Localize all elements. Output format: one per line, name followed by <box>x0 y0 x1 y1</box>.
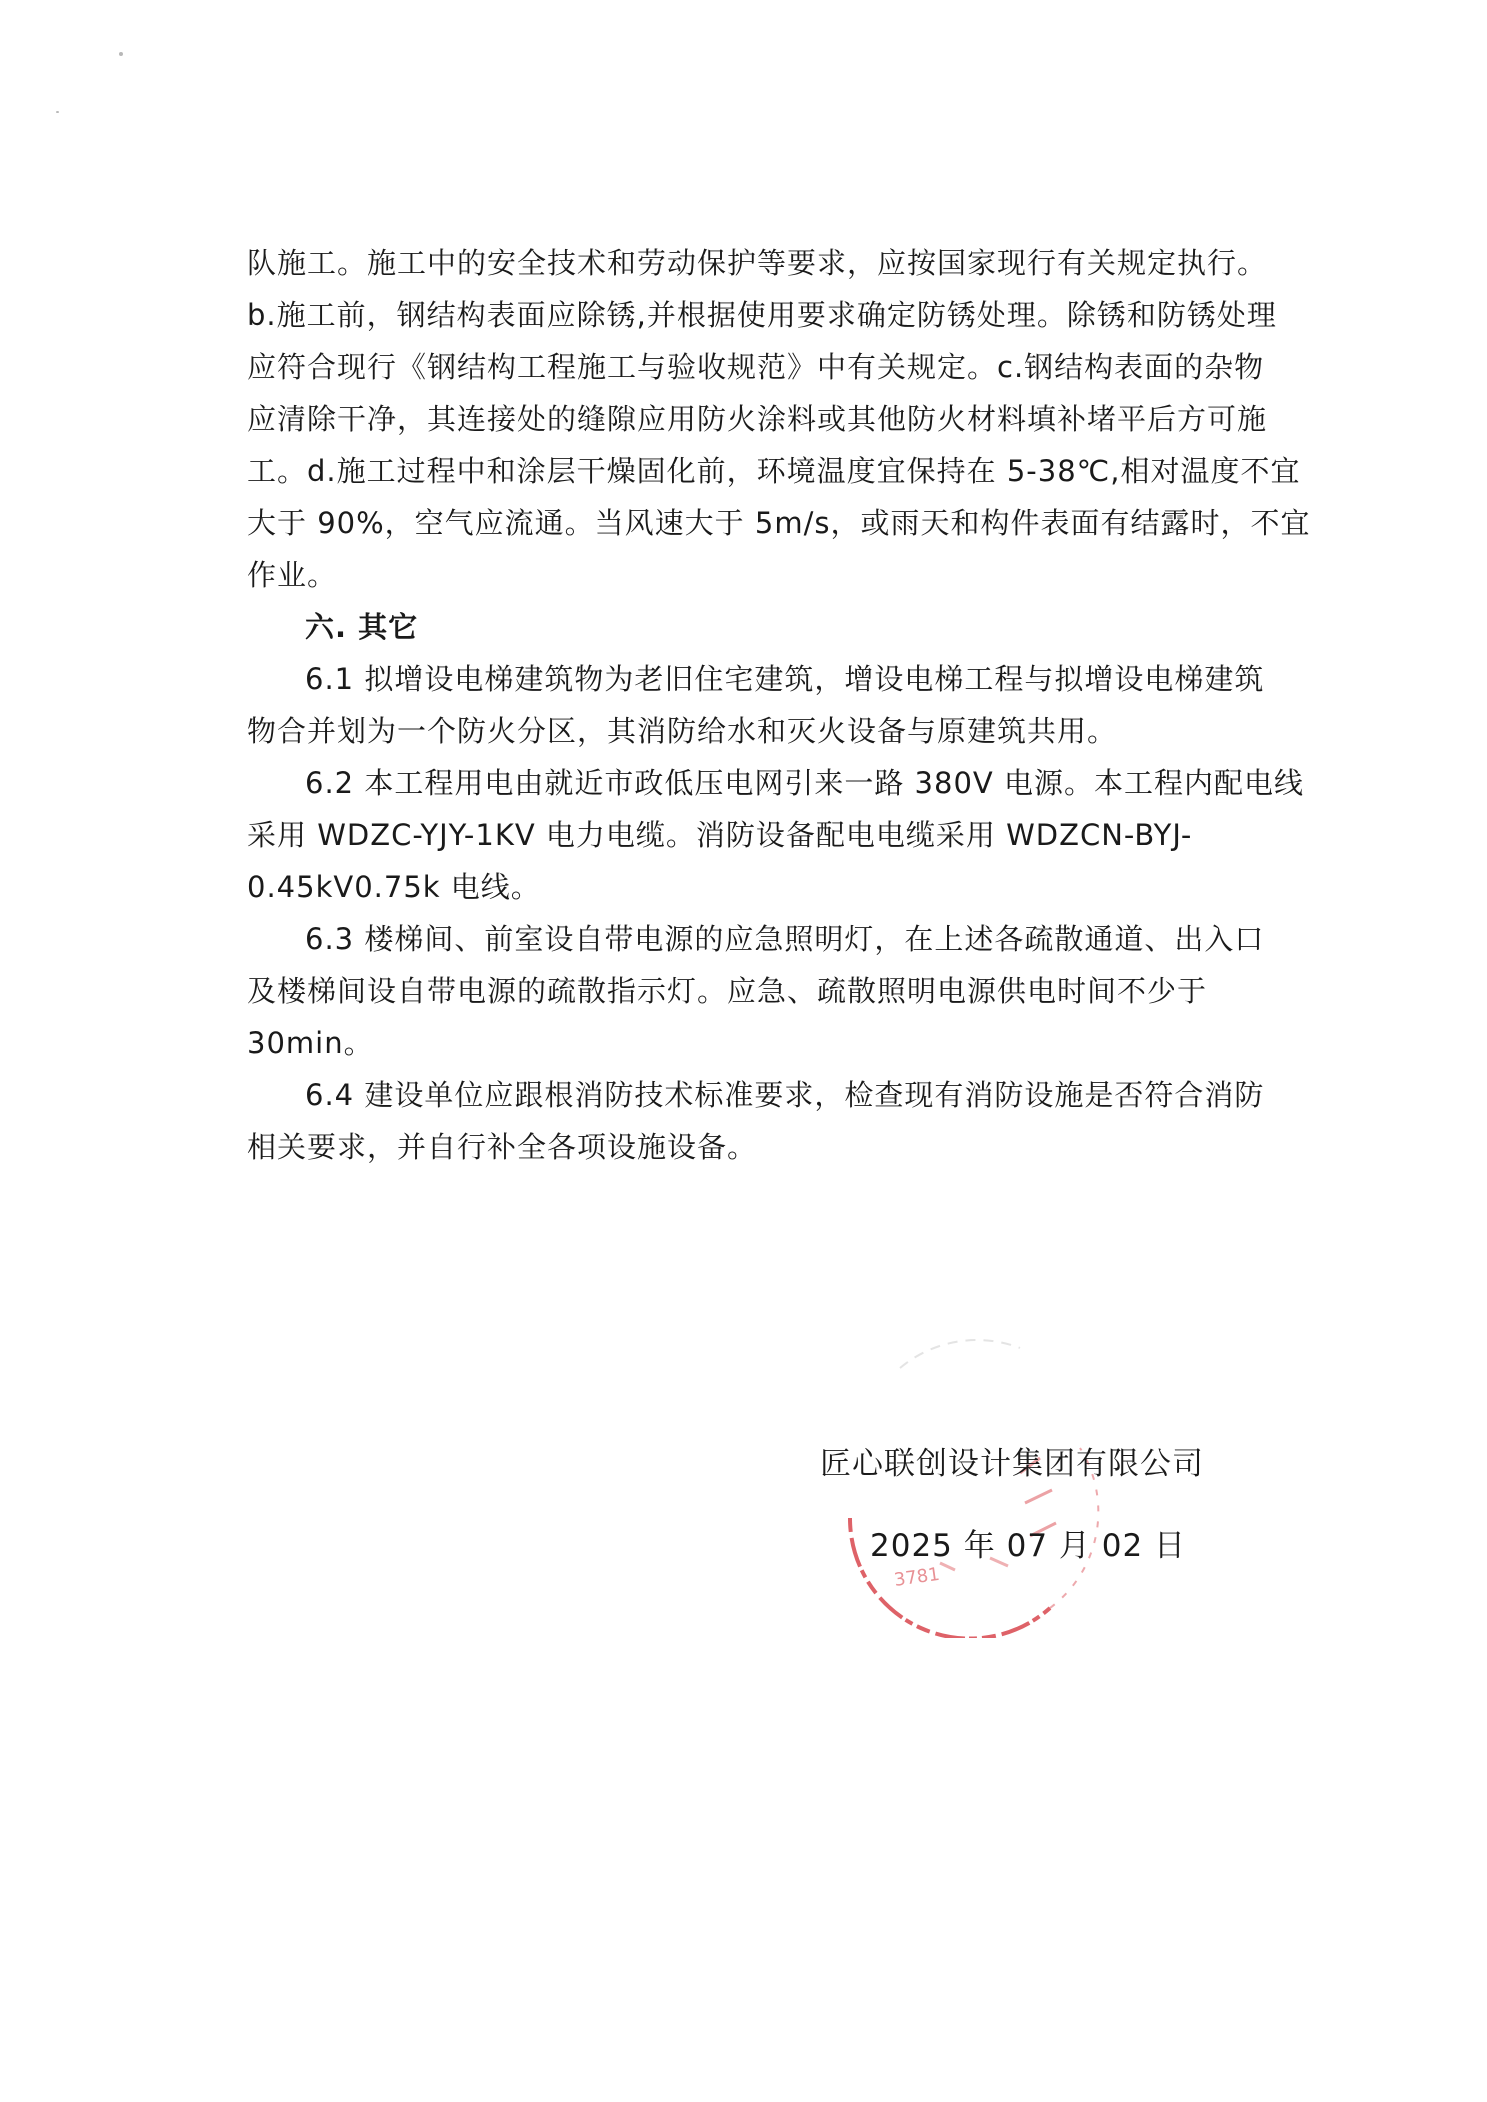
text-line: 相关要求，并自行补全各项设施设备。 <box>247 1130 758 1164</box>
text-line: 6.3 楼梯间、前室设自带电源的应急照明灯，在上述各疏散通道、出入口 <box>305 922 1265 956</box>
item-6-1 <box>247 653 1265 757</box>
svg-text:3781: 3781 <box>892 1563 942 1591</box>
signature-block <box>820 1428 1260 1628</box>
text-line: 大于 90%，空气应流通。当风速大于 5m/s，或雨天和构件表面有结露时，不宜 <box>247 506 1311 540</box>
text-line: 应符合现行《钢结构工程施工与验收规范》中有关规定。c.钢结构表面的杂物 <box>247 350 1265 384</box>
item-6-4 <box>247 1069 1265 1173</box>
text-line: 0.45kV0.75k 电线。 <box>247 870 541 904</box>
text-line: 应清除干净，其连接处的缝隙应用防火涂料或其他防火材料填补堵平后方可施 <box>247 402 1268 436</box>
text-line: 采用 WDZC-YJY-1KV 电力电缆。消防设备配电电缆采用 WDZCN-BYJ- <box>247 818 1193 852</box>
text-line: 作业。 <box>247 558 338 592</box>
text-line: b.施工前，钢结构表面应除锈,并根据使用要求确定防锈处理。除锈和防锈处理 <box>247 298 1277 332</box>
text-line: 物合并划为一个防火分区，其消防给水和灭火设备与原建筑共用。 <box>247 714 1118 748</box>
text-line: 6.1 拟增设电梯建筑物为老旧住宅建筑，增设电梯工程与拟增设电梯建筑 <box>305 662 1265 696</box>
paragraph-construction-requirements <box>247 237 1311 601</box>
text-line: 及楼梯间设自带电源的疏散指示灯。应急、疏散照明电源供电时间不少于 <box>247 974 1208 1008</box>
text-line: 队施工。施工中的安全技术和劳动保护等要求，应按国家现行有关规定执行。 <box>247 246 1268 280</box>
text-line: 工。d.施工过程中和涂层干燥固化前，环境温度宜保持在 5-38℃,相对温度不宜 <box>247 454 1301 488</box>
scan-speck <box>56 111 59 113</box>
text-line: 6.4 建设单位应跟根消防技术标准要求，检查现有消防设施是否符合消防 <box>305 1078 1265 1112</box>
signature-date: 2025 年 07 月 02 日 <box>870 1528 1187 1564</box>
scan-speck <box>119 52 123 56</box>
text-line: 30min。 <box>247 1026 374 1060</box>
document-body <box>247 237 1311 1173</box>
item-6-3 <box>247 913 1265 1069</box>
section-heading: 六. 其它 <box>305 610 419 644</box>
text-line: 6.2 本工程用电由就近市政低压电网引来一路 380V 电源。本工程内配电线 <box>305 766 1304 800</box>
company-name: 匠心联创设计集团有限公司 <box>820 1446 1204 1482</box>
item-6-2 <box>247 757 1304 913</box>
